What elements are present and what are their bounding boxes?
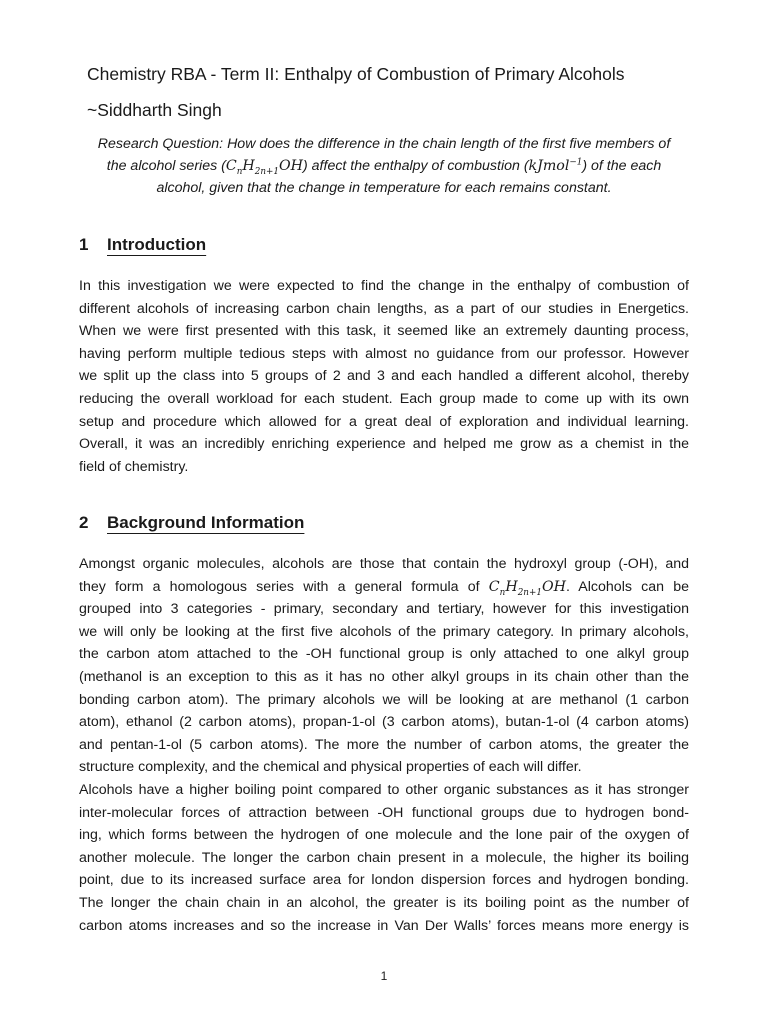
enthalpy-unit (529, 158, 583, 174)
text-line: point, due to its increased surface area for london dispersion forces and hydrogen bonding. (79, 872, 689, 889)
text-line: reducing the overall workload for each student. Each group made to come up with its own (79, 390, 689, 407)
text-line: structure complexity, and the chemical and physical properties of each will differ. (79, 759, 582, 776)
research-question-line (79, 155, 689, 177)
research-question-line: Research Question: How does the difference in the chain length of the first five members of (97, 136, 671, 152)
alcohol-general-formula (488, 578, 566, 598)
text-line: The longer the chain chain in an alcohol, the greater is its boiling point as the number of (79, 894, 689, 911)
formula-symbol: C (225, 158, 237, 174)
paragraph-text: they form a homologous series with a general formula of (79, 578, 480, 595)
text-line: Alcohols have a higher boiling point compared to other organic substances as it has stronger (79, 781, 689, 798)
text-line: Overall, it was an incredibly enriching experience and helped me grow as a chemist in the (79, 436, 689, 453)
text-line: inter-molecular forces of attraction between -OH functional groups due to hydrogen bond- (79, 804, 689, 821)
paragraph-text: . Alcohols can be (565, 578, 689, 595)
formula-subscript: n (236, 166, 243, 177)
research-question-line: alcohol, given that the change in temperature for each remains constant. (156, 180, 612, 196)
formula-symbol: OH (278, 158, 303, 174)
section-heading-background (79, 511, 304, 535)
formula-symbol: C (488, 578, 500, 595)
text-line: we will only be looking at the first five alcohols of the primary category. In primary alcohols, (79, 623, 689, 640)
text-line: we split up the class into 5 groups of 2 and 3 and each handled a different alcohol, thereby (79, 368, 689, 385)
section-title: Background Information (107, 513, 305, 532)
formula-symbol: OH (541, 578, 566, 595)
formula-subscript: 2n+1 (517, 587, 542, 598)
text-line: bonding carbon atom). The primary alcohols we will be looking at are methanol (1 carbon (79, 691, 689, 708)
author-name: ~Siddharth Singh (87, 100, 222, 120)
text-line: the carbon atom attached to the -OH functional group is only attached to one alkyl group (79, 646, 689, 663)
research-question-text: the alcohol series ( (106, 158, 226, 174)
introduction-paragraph (79, 275, 689, 478)
text-line: grouped into 3 categories - primary, secondary and tertiary, however for this investigation (79, 601, 689, 618)
formula-symbol: H (242, 158, 255, 174)
text-line: atom), ethanol (2 carbon atoms), propan-1-ol (3 carbon atoms), butan-1-ol (4 carbon atoms) (79, 714, 689, 731)
text-line: field of chemistry. (79, 458, 189, 475)
text-line: Amongst organic molecules, alcohols are those that contain the hydroxyl group (-OH), and (79, 556, 689, 572)
text-line: When we were first presented with this task, it seemed like an extremely daunting process, (79, 323, 689, 340)
text-line: carbon atoms increases and so the increase in Van Der Walls’ forces means more energy is (79, 917, 689, 934)
formula-subscript: 2n+1 (254, 166, 279, 177)
text-line: In this investigation we were expected to find the change in the enthalpy of combustion of (79, 278, 689, 294)
research-question-text: ) of the each (582, 158, 662, 174)
text-line: different alcohols of increasing carbon chain lengths, as a part of our studies in Energetics. (79, 300, 689, 317)
unit-symbol: kJmol (528, 158, 570, 174)
text-line: (methanol is an exception to this as it has no other alkyl groups in its chain other than the (79, 668, 689, 685)
unit-superscript: −1 (569, 157, 583, 168)
text-line (79, 576, 689, 599)
text-line: setup and procedure which allowed for a great deal of exploration and individual learning. (79, 413, 689, 430)
background-paragraph (79, 553, 689, 937)
text-line: another molecule. The longer the carbon chain present in a molecule, the higher its boiling (79, 849, 689, 866)
formula-symbol: H (505, 578, 518, 595)
section-number: 1 (79, 235, 89, 254)
alcohol-general-formula (225, 158, 303, 177)
text-line: having perform multiple tedious steps with almost no guidance from our professor. However (79, 345, 689, 362)
formula-subscript: n (499, 587, 506, 598)
section-title: Introduction (107, 235, 207, 254)
section-heading-introduction (79, 233, 206, 257)
text-line: ing, which forms between the hydrogen of one molecule and the lone pair of the oxygen of (79, 827, 689, 844)
research-question (79, 133, 689, 199)
document-title: Chemistry RBA - Term II: Enthalpy of Combustion of Primary Alcohols (87, 64, 625, 84)
section-number: 2 (79, 513, 89, 532)
page-number: 1 (380, 969, 388, 983)
text-line: and pentan-1-ol (5 carbon atoms). The more the number of carbon atoms, the greater the (79, 736, 689, 753)
research-question-text: ) affect the enthalpy of combustion ( (303, 158, 529, 174)
